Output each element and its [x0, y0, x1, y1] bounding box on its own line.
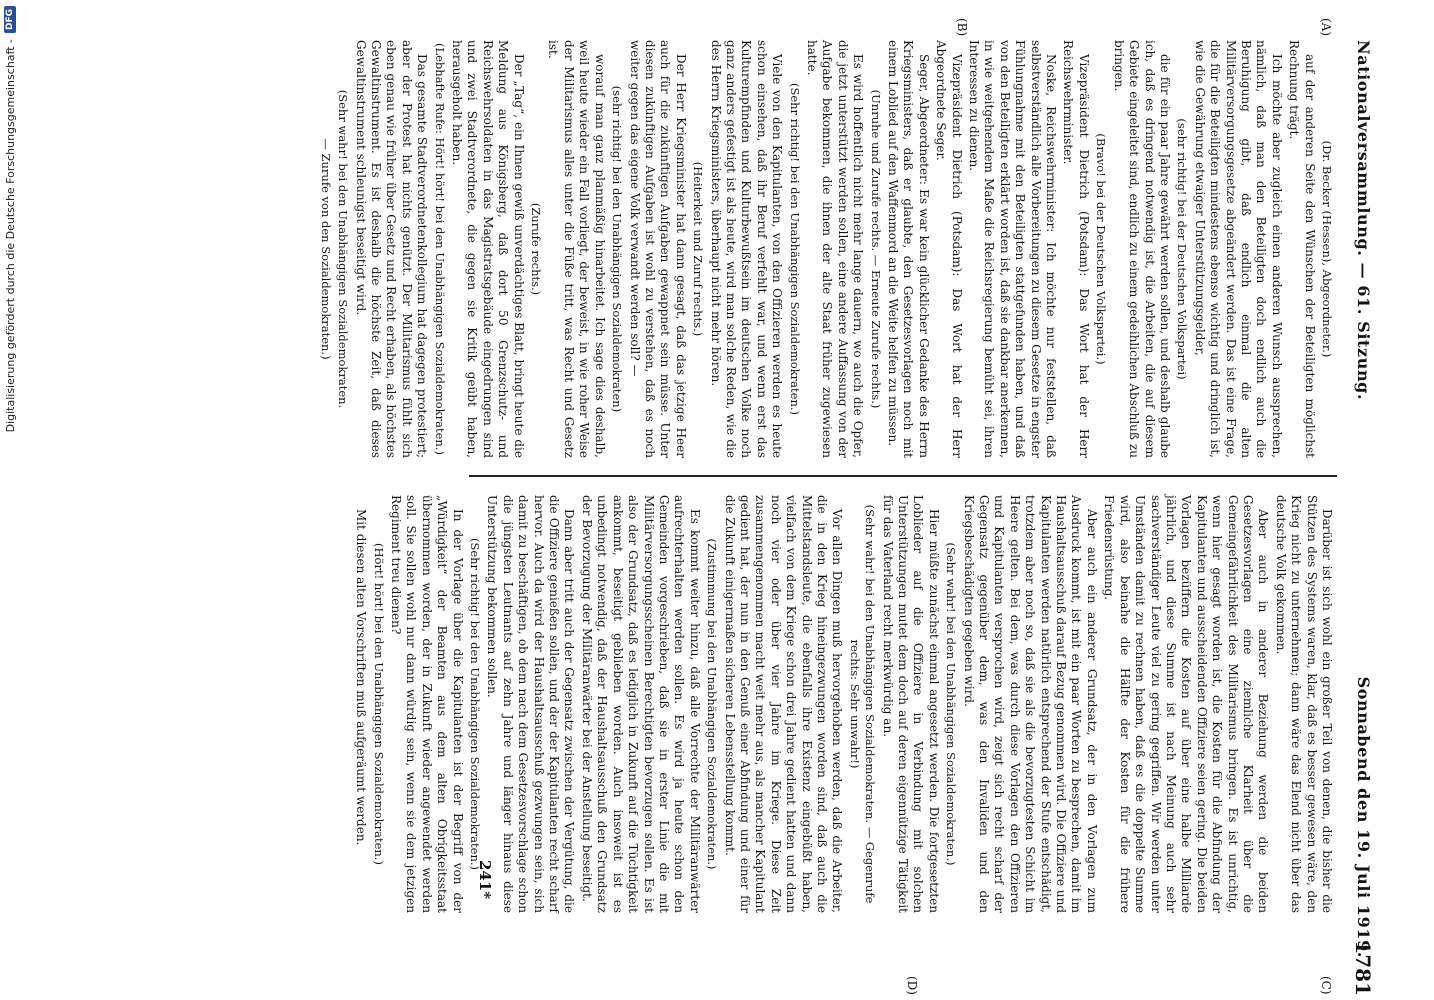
interjection: (Sehr richtig! bei den Unabhängigen Sozialdemokraten.) [787, 82, 802, 416]
paragraph: Aber auch in anderer Beziehung werden die beiden Gesetzesvorlagen eine ziemliche Klarheit über die Gemeingefährlichkeit des Militarismus bringen. Es ist unrichtig, wenn hier gesagt worden ist, die Kosten für die Abfindung der Kapitulanten und ausscheidenden Offiziere seien gering. Die beiden Vorlagen bezüffern die Kosten auf über eine halbe Milliarde jährlich, und diese Summe ist nach Meinung auch sehr sachverständiger Leute viel zu gering gegriffen. Wir werden unter Umständen damit zu rechnen haben, daß es die doppelte Summe wird, also beinahe die Hälfte der Kosten für die frühere Friedensrüstung. [1102, 495, 1271, 913]
interjection: (Unruhe und Zurufe rechts. — Erneute Zurufe rechts.) [868, 89, 883, 409]
paragraph: Es wird hoffentlich nicht mehr lange dauern, wo auch die Opfer, die jetzt unterstützt werden sollen, eine andere Auffassung von der Aufgabe bekommen, die ihnen der alte Staat früher zugewiesen hatte. [805, 40, 866, 458]
paragraph: Noske, Reichswehrminister: Ich möchte nur feststellen, daß selbstverständlich alle Vorbereitungen zu diesem Gesetze in engster Fühlungnahme mit den Beteiligten stattgefunden haben, und daß von den Beteiligten erklärt worden ist, daß sie dankbar anerkennen, in wie weitgehendem Maße die Reichsregierung bemüht sei, ihren Interessen zu dienen. [967, 40, 1059, 458]
margin-mark-b: (B) [955, 18, 969, 37]
page-number: 1781 [1351, 940, 1375, 996]
margin-mark-a: (A) [1319, 18, 1333, 37]
dfg-logo-icon: DFG [4, 6, 16, 33]
interjection: (sehr richtig! bei den Unabhängigen Sozialdemokraten) [610, 85, 625, 413]
paragraph: Das gesamte Stadtverordnetenkollegium hat dagegen protestiert; aber der Protest hat nichts genützt. Der Militarismus fühlt sich eben genau wie früher über Gesetz und Recht erhaben, als höchstes Gewaltinstrument. Es ist deshalb die höchste Zeit, daß dieses Gewaltinstrument schleunigst beseitigt wird. [353, 40, 430, 458]
paragraph: Vor allen Dingen muß hervorgehoben werden, daß die Arbeiter, die in den Krieg hineingezwungen worden sind, daß auch die Mittelstandsleute, die ebenfalls ihre Existenz eingebüßt haben, vielfach von dem Kriege schon drei Jahre gedient hatten und dann noch vier oder über vier Jahre im Kriege. Diese Zeit zusammengenommen macht weit mehr aus, als mancher Kapitulant gedient hat, der nun in den Genuß einer Abfindung und einer für die Zukunft einigermaßen sicheren Lebensstellung kommt. [722, 495, 845, 913]
paragraph: die für ein paar Jahre gewährt werden sollen, und deshalb glaube ich, daß es dringend notwendig ist, die Arbeiten, die auf diesem Gebiete eingeleitet sind, endlich zu einem gedeihlichen Abschluß zu bringen. [1111, 40, 1172, 458]
right-column [351, 495, 1334, 913]
header-date: Sonnabend den 19. Juli 1919. [1354, 676, 1373, 958]
sheet-signature: 241* [476, 860, 494, 900]
header-session-title: Nationalversammlung. — 61. Sitzung. [1354, 40, 1373, 401]
interjection: (Sehr wahr! bei den Unabhängigen Sozialdemokraten. — Gegenrufe rechts: Sehr unwahr!) [847, 504, 878, 904]
paragraph: Der „Tag“, ein Ihnen gewiß unverdächtiges Blatt, bringt heute die Meldung aus Königsberg, daß dort 50 Grenzschutz- und Reichswehrsoldaten in das Magistratsgebäude eingedrungen sind und zwei Stadtverordnete, die gegen sie Kritik geübt haben, herausgeholt haben. [450, 40, 526, 458]
speaker-line: Vizepräsident Dietrich (Potsdam): Das Wort hat der Herr Reichswehrminister. [1061, 40, 1091, 458]
paragraph: Aber auch ein anderer Grundsatz, der in den Vorlagen zum Ausdruck kommt, ist mit ein paar Worten zu besprechen, damit im Haushaltsausschuß darauf Bezug genommen wird. Die Offiziere und Kapitulanten werden natürlich entsprechend der Stufe entschädigt, trotzdem aber noch so, daß sie als die bevorzugtesten Schicht im Heere gelten. Bei dem, was durch diese Vorlagen den Offizieren und Kapitulanten versprochen wird, zeigt sich recht scharf der Gegensatz gegenüber dem, was den Invaliden und den Kriegsbeschädigten gegeben wird. [961, 495, 1099, 913]
paragraph: Dann aber tritt auch der Gegensatz zwischen der Vergütung, die die Offiziere genießen sollen, und der der Kapitulanten recht scharf hervor. Auch da wird der Haushaltsausschuß gezwungen sein, sich damit zu beschäftigen, ob dem nach dem Gesetzesvorschlage schon die jüngsten Leutnants auf zehn Jahre und länger hinaus diese Unterstützung bekommen sollen. [485, 495, 577, 913]
paragraph: Darüber ist sich wohl ein großer Teil von denen, die bisher die Stützen des Systems waren, klar, daß es besser gewesen wäre, den Krieg nicht zu unternehmen; dann wäre das Elend nicht über das deutsche Volk gekommen. [1273, 495, 1334, 913]
paragraph: Es kommt weiter hinzu, daß alle Vorrechte der Militäranwärter aufrechterhalten werden sollen. Es wird ja heute schon den Gemeinden vorgeschrieben, daß sie in erster Linie die mit Militärversorgungsscheinen Berechtigten bevorzugen sollen. Es ist also der Grundsatz, daß es lediglich in Zukunft auf die Tüchtigkeit ankommt, beseitigt geblieben worden. Auch insoweit ist es unbedingt notwendig, daß der Haushaltsausschuß den Grundsatz der Bevorzugung der Militäranwärter bei der Anstellung beseitigt. [579, 495, 702, 913]
interjection: (Lebhafte Rufe: Hört! hört! bei den Unabhängigen Sozialdemokraten.) [432, 43, 447, 455]
credit-text: Digitalisierung gefördert durch die Deutsche Forschungsgemeinschaft - [3, 39, 17, 433]
interjection: (Sehr richtig! bei den Unabhängigen Sozialdemokraten.) [468, 537, 483, 871]
margin-mark-d: (D) [905, 976, 919, 995]
paragraph: In der Vorlage über die Kapitulanten ist der Begriff von der „Würdigkeit“ der Beamten aus dem alten Obrigkeitsstaat übernommen worden, der in Zukunft wieder angewendet werden soll. Sie sollen wohl nur dann würdig sein, wenn sie dem jetzigen Regiment treu dienen? [389, 495, 465, 913]
paragraph: Ich möchte aber zugleich einen anderen Wunsch aussprechen, nämlich, daß man den Beteiligten doch endlich auch die Beruhigung gibt, daß endlich einmal die alten Militärversorgungsgesetze abgeändert werden. Das ist eine Frage, die für die Beteiligten mindestens ebenso wichtig und dringlich ist, wie die Gewährung etwaiger Unterstützungsgelder, [1192, 40, 1284, 458]
paragraph: Seger, Abgeordneter: Es war kein glücklicher Gedanke des Herrn Kriegsministers, daß er glaubte, den Gesetzesvorlagen noch mit einem Loblied auf den Waffenmord an die Weite helfen zu müssen. [886, 40, 931, 458]
left-column [315, 40, 1334, 458]
speaker-line: Vizepräsident Dietrich (Potsdam): Das Wort hat der Herr Abgeordnete Seger. [934, 40, 964, 458]
interjection: (Sehr wahr! bei den Unabhängigen Sozialdemokraten.) [944, 542, 959, 866]
interjection: (Zurufe rechts.) [529, 202, 544, 296]
interjection: (Sehr wahr! bei den Unabhängigen Sozialdemokraten. [336, 89, 351, 409]
paragraph: (Dr. Becker (Hessen), Abgeordneter.) [1320, 140, 1334, 358]
paragraph: Viele von den Kapitulanten, von den Offizieren werden es heute schon einsehen, daß ihr Beruf verfehlt war, und wenn erst das Kulturempfinden und Kulturbewußtsein im deutschen Volke noch ganz anders gefestigt ist als heute, wird man solche Reden, wie die des Herrn Kriegsministers, überhaupt nicht mehr hören. [708, 40, 785, 458]
paragraph: Hier müßte zunächst einmal angesetzt werden. Die fortgesetzten Loblieder auf die Offiziere in Verbindung mit solchen Unterstützungen mutet dem doch auf deren eigennützige Tätigkeit für das Vaterland recht merkwürdig an. [880, 495, 941, 913]
interjection: (Hört! hört! bei den Unabhängigen Sozialdemokraten.) [371, 543, 386, 865]
running-head [1341, 40, 1385, 996]
paragraph: Der Herr Kriegsminister hat dann gesagt, daß das jetzige Heer auch für die zukünftigen Aufgaben gewappnet sein müsse. Unter diesen zukünftigen Aufgaben ist wohl zu verstehen, daß es noch weiter gegen das eigene Volk verwandt werden soll? — [627, 40, 688, 458]
interjection: — Zurufe von den Sozialdemokraten.) [318, 138, 333, 360]
margin-mark-c: (C) [1319, 976, 1333, 995]
paragraph: auf der anderen Seite den Wünschen der Beteiligten möglichst Rechnung trägt. [1287, 40, 1317, 458]
interjection: (sehr richtig! bei der Deutschen Volkspartei) [1175, 118, 1190, 380]
interjection: (Bravo! bei der Deutschen Volkspartei.) [1094, 133, 1109, 365]
paragraph: worauf man ganz planmäßig hinarbeitet. Ich sage dies deshalb, weil heute wieder ein Fall vorliegt, der beweist, in wie roher Weise der Militarismus alles unter die Füße tritt, was Recht und Gesetz ist. [546, 40, 607, 458]
paragraph: Mit diesen alten Vorschriften muß aufgeräumt werden. [354, 509, 369, 846]
digitization-credit [0, 0, 20, 1000]
interjection: (Zustimmung bei den Unabhängigen Sozialdemokraten.) [705, 538, 720, 870]
interjection: (Heiterkeit und Zuruf rechts.) [691, 161, 706, 337]
column-divider [469, 475, 1337, 477]
